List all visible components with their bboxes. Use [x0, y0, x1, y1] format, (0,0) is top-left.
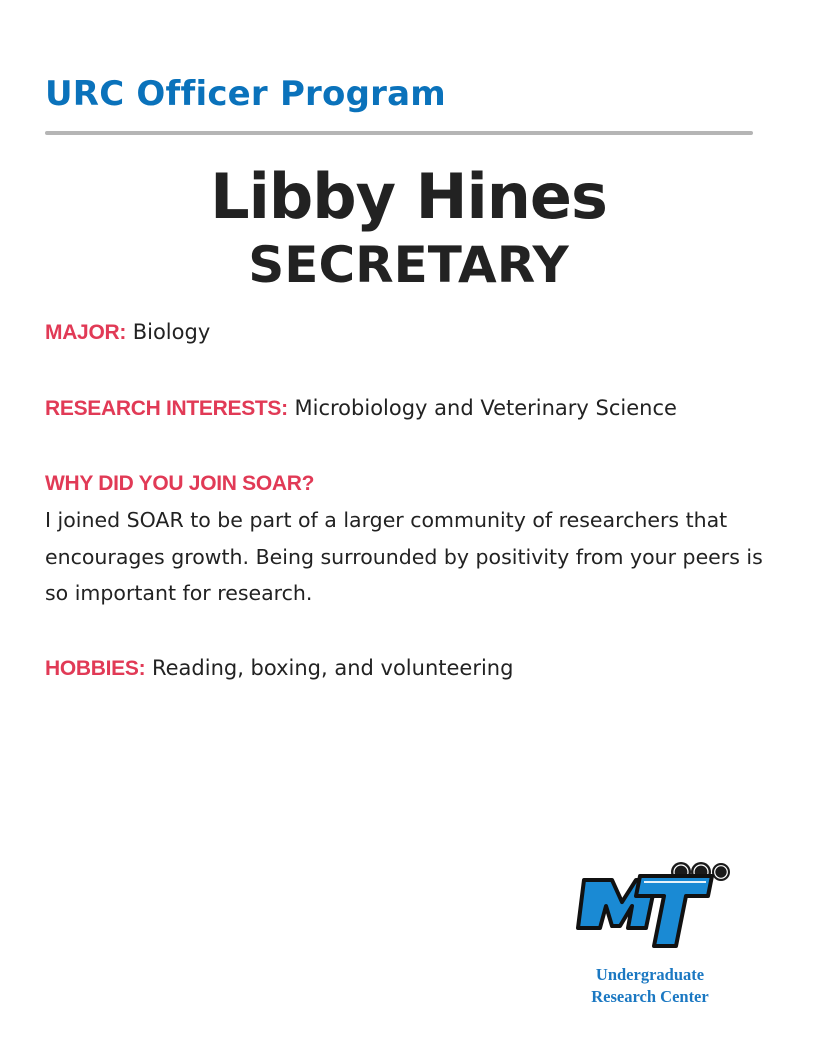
major-value: Biology — [132, 320, 211, 344]
why-join-label: WHY DID YOU JOIN SOAR? — [45, 472, 315, 495]
logo-caption-line1: Undergraduate — [595, 965, 705, 984]
major-label: MAJOR: — [45, 321, 127, 344]
logo-caption-line2: Research Center — [591, 987, 709, 1006]
mtsu-urc-logo — [574, 858, 730, 950]
officer-name: Libby Hines — [210, 160, 607, 233]
logo-caption — [570, 964, 730, 1008]
why-join-text: I joined SOAR to be part of a larger community of researchers that encourages growth. Being surrounded by positivity from your peers is so important for research. — [45, 508, 763, 605]
research-interests-label: RESEARCH INTERESTS: — [45, 397, 288, 420]
hobbies-value: Reading, boxing, and volunteering — [151, 656, 514, 680]
mt-monogram — [578, 876, 712, 946]
hobbies-field — [45, 650, 513, 687]
why-join-field — [45, 465, 314, 502]
research-interests-field — [45, 390, 677, 427]
officer-role: SECRETARY — [248, 236, 569, 294]
hobbies-label: HOBBIES: — [45, 657, 146, 680]
major-field — [45, 314, 210, 351]
program-title: URC Officer Program — [45, 74, 446, 114]
research-interests-value: Microbiology and Veterinary Science — [294, 396, 677, 420]
header-divider — [45, 131, 753, 135]
